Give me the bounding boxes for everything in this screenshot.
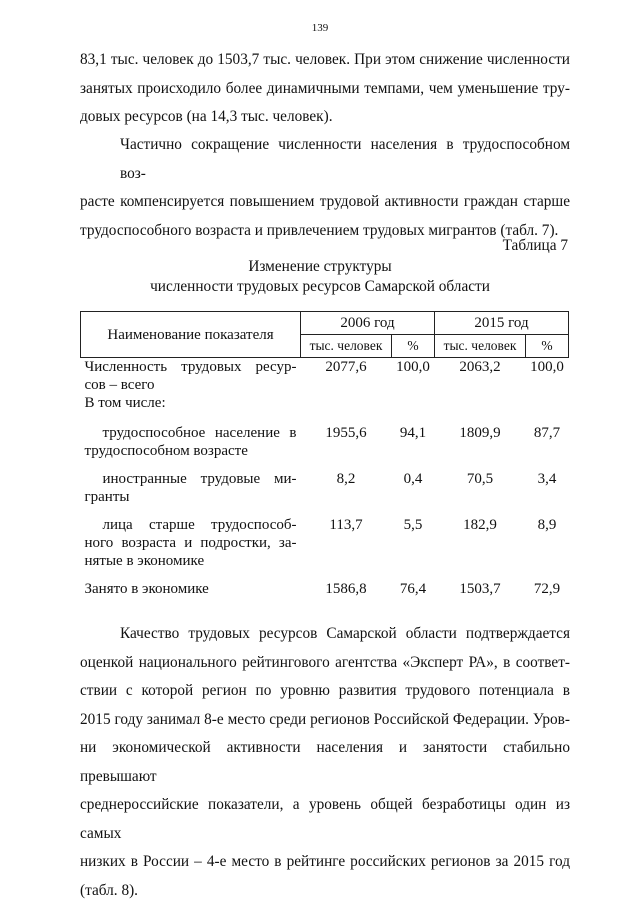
text-line: 2015 году занимал 8-е место среди регионов Российской Федерации. Уров- [80, 710, 570, 728]
cell-percent: 94,1 [399, 425, 427, 441]
row-name: Занято в экономике [84, 581, 209, 597]
table-title [0, 257, 640, 297]
cell-percent: 72,9 [533, 581, 561, 597]
text-line: ствии с которой регион по уровню развития трудового потенциала в [80, 682, 570, 699]
table-row [81, 506, 569, 570]
cell-value: 1503,7 [459, 581, 501, 597]
header-unit-pct: % [526, 335, 569, 358]
cell-percent: 87,7 [533, 425, 561, 441]
header-unit-abs: тыс. человек [435, 335, 526, 358]
row-name-line: лица старше трудоспособ- [102, 517, 297, 533]
cell-value: 113,7 [329, 517, 363, 533]
row-name-line: иностранные трудовые ми- [102, 471, 297, 487]
cell-percent: 5,5 [403, 517, 423, 533]
row-name-line: сов – всего [84, 377, 155, 393]
cell-value: 8,2 [336, 471, 356, 487]
text-line: трудоспособного возраста и привлечением трудовых мигрантов (табл. 7). [80, 221, 559, 239]
row-name-line: нятые в экономике [84, 553, 205, 569]
cell-percent: 100,0 [530, 359, 564, 375]
row-name [81, 506, 301, 570]
text-line: занятых происходило более динамичными темпами, чем уменьшение тру- [80, 79, 570, 97]
table-title-line: численности трудовых ресурсов Самарской области [150, 278, 490, 295]
text-line: низких в России – 4-е место в рейтинге российских регионов за 2015 год [80, 853, 570, 870]
text-line: довых ресурсов (на 14,3 тыс. человек). [80, 108, 333, 125]
header-unit-pct: % [392, 335, 435, 358]
cell-value: 2063,2 [459, 359, 501, 375]
row-name-line: ного возраста и подростки, за- [84, 535, 297, 551]
text-line: среднероссийские показатели, а уровень общей безработицы один из самых [80, 796, 570, 842]
page-number: 139 [311, 22, 329, 34]
cell-percent: 0,4 [403, 471, 423, 487]
cell-percent: 3,4 [537, 471, 557, 487]
row-name-line: трудоспособное население в [102, 425, 297, 441]
cell-value: 182,9 [463, 517, 497, 533]
row-name-line: Численность трудовых ресур- [84, 359, 297, 375]
row-name [81, 412, 301, 460]
cell-percent: 100,0 [396, 359, 430, 375]
table-row [81, 394, 569, 412]
text-line: Частично сокращение численности населения в трудоспособном воз- [120, 136, 570, 182]
cell-value: 70,5 [466, 471, 494, 487]
cell-value: 1955,6 [325, 425, 367, 441]
header-year-2006: 2006 год [301, 312, 435, 335]
paragraph-continuation [80, 46, 570, 132]
row-name-line: трудоспособном возрасте [84, 443, 248, 459]
row-name: В том числе: [84, 395, 166, 411]
table-row [81, 412, 569, 460]
text-line: оценкой национального рейтингового агентства «Эксперт РА», в соответ- [80, 653, 570, 671]
cell-percent: 8,9 [537, 517, 557, 533]
text-line: (табл. 8). [80, 881, 139, 899]
table-label: Таблица 7 [502, 237, 568, 254]
text-line: расте компенсируется повышением трудовой активности граждан старше [80, 193, 570, 210]
text-line: 83,1 тыс. человек до 1503,7 тыс. человек. При этом снижение численности [80, 51, 570, 68]
cell-value: 1809,9 [459, 425, 501, 441]
row-name [81, 358, 301, 395]
table-row [81, 570, 569, 598]
cell-value: 1586,8 [325, 581, 367, 597]
row-name-line: гранты [84, 489, 130, 505]
paragraph-quality [80, 620, 570, 905]
table-row [81, 460, 569, 506]
table-row [81, 358, 569, 395]
table-title-line: Изменение структуры [248, 258, 392, 275]
text-line: Качество трудовых ресурсов Самарской области подтверждается [120, 625, 570, 642]
row-name [81, 460, 301, 506]
text-line: ни экономической активности населения и занятости стабильно превышают [80, 739, 570, 785]
cell-percent: 76,4 [399, 581, 427, 597]
header-unit-abs: тыс. человек [301, 335, 392, 358]
header-name: Наименование показателя [81, 312, 301, 358]
header-year-2015: 2015 год [435, 312, 569, 335]
paragraph-compensation [80, 131, 570, 245]
cell-value: 2077,6 [325, 359, 367, 375]
resources-table [80, 311, 569, 598]
